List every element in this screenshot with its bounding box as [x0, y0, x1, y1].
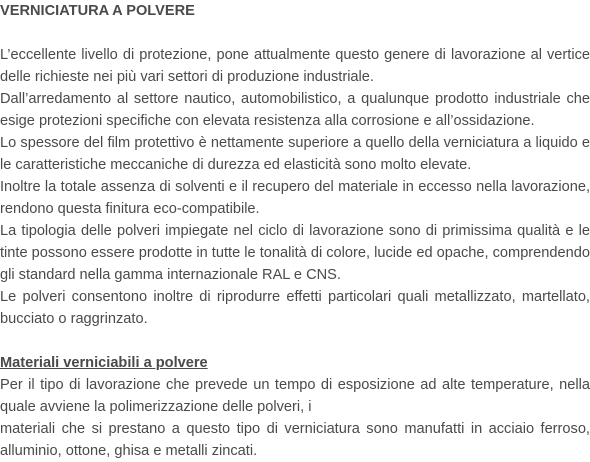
intro-paragraph-3: Lo spessore del film protettivo è nettamente superiore a quello della verniciatura a liquido e le caratteristiche meccaniche di durezza ed elasticità sono molto elevate.	[0, 135, 590, 173]
intro-paragraph-6: Le polveri consentono inoltre di riprodurre effetti particolari quali metallizzato, martellato, bucciato o raggrinzato.	[0, 289, 590, 327]
materials-paragraph-2: materiali che si prestano a questo tipo di verniciatura sono manufatti in acciaio ferroso, alluminio, ottone, ghisa e metalli zincati.	[0, 421, 590, 459]
intro-paragraph-2: Dall’arredamento al settore nautico, automobilistico, a qualunque prodotto industriale che esige protezioni specifiche con elevata resistenza alla corrosione e all’ossidazione.	[0, 91, 590, 129]
materials-section	[0, 352, 590, 462]
intro-section	[0, 44, 590, 330]
article-heading: VERNICIATURA A POLVERE	[0, 3, 195, 19]
materials-subheading: Materiali verniciabili a polvere	[0, 355, 208, 371]
materials-paragraph-1: Per il tipo di lavorazione che prevede un tempo di esposizione ad alte temperature, nella quale avviene la polimerizzazione delle polveri, i	[0, 377, 590, 415]
intro-paragraph-1: L’eccellente livello di protezione, pone attualmente questo genere di lavorazione al vertice delle richieste nei più vari settori di produzione industriale.	[0, 47, 590, 85]
intro-paragraph-4: Inoltre la totale assenza di solventi e il recupero del materiale in eccesso nella lavorazione, rendono questa finitura eco-compatibile.	[0, 179, 590, 217]
intro-paragraph-5: La tipologia delle polveri impiegate nel ciclo di lavorazione sono di primissima qualità e le tinte possono essere prodotte in tutte le tonalità di colore, lucide ed opache, comprendendo gli standard nella gamma internazionale RAL e CNS.	[0, 223, 590, 283]
